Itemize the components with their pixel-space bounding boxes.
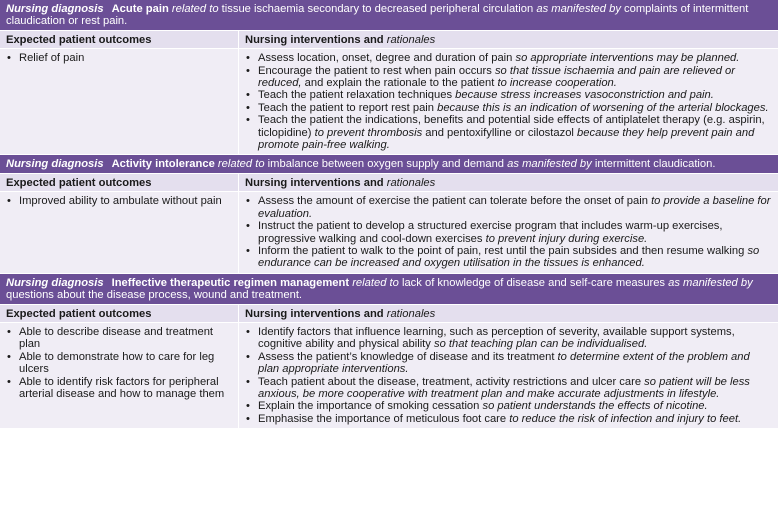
- diagnosis-name: Ineffective therapeutic regimen management: [111, 276, 350, 289]
- plain-text: Teach the patient relaxation techniques: [258, 89, 456, 102]
- plain-text: Teach patient about the disease, treatment, activity restrictions and ulcer care: [258, 375, 645, 388]
- outcomes-header: [0, 31, 239, 48]
- interventions-header-label: Nursing interventions and: [245, 33, 387, 46]
- intervention-item: [245, 245, 772, 270]
- outcomes-header-label: Expected patient outcomes: [6, 176, 152, 189]
- rationale-text: to provide a baseline for evaluation.: [258, 195, 771, 220]
- plain-text: Encourage the patient to rest when pain occurs: [258, 64, 495, 77]
- rationale-text: because this is an indication of worsening of the arterial blockages.: [437, 101, 769, 114]
- outcomes-column: [0, 49, 239, 154]
- plain-text: Assess the patient’s knowledge of disease and its treatment: [258, 350, 558, 363]
- outcomes-list: [6, 52, 232, 64]
- interventions-column: [239, 323, 778, 428]
- rationale-text: to prevent injury during exercise.: [485, 232, 648, 245]
- interventions-list: [245, 52, 772, 151]
- outcome-item: • Able to demonstrate how to care for leg ulcers: [6, 351, 232, 376]
- intervention-item: [245, 400, 772, 412]
- intervention-item: [245, 351, 772, 376]
- plain-text: and pentoxifylline or cilostazol: [422, 126, 578, 139]
- rationale-text: as manifested by: [668, 276, 753, 289]
- rationales-label: rationales: [386, 176, 436, 189]
- section-body: [0, 49, 778, 155]
- intervention-item: [245, 413, 772, 425]
- nursing-diagnosis-header: [0, 274, 778, 305]
- interventions-header: [239, 305, 778, 322]
- interventions-list: [245, 326, 772, 425]
- nursing-diagnosis-header: [0, 0, 778, 31]
- rationale-text: so patient will be less anxious, be more cooperative with treatment plan and make accurate adjustments in lifestyle.: [258, 375, 750, 400]
- diagnosis-label: Nursing diagnosis: [6, 158, 104, 171]
- outcome-item: • Able to describe disease and treatment plan: [6, 326, 232, 351]
- column-headers: [0, 174, 778, 192]
- rationale-text: so that teaching plan can be individualised.: [434, 338, 648, 351]
- outcomes-header: [0, 305, 239, 322]
- plain-text: intermittent claudication.: [591, 158, 716, 171]
- section-body: [0, 323, 778, 429]
- plain-text: Inform the patient to walk to the point of pain, rest until the pain subsides and then resume walking: [258, 244, 748, 257]
- column-headers: [0, 305, 778, 323]
- plain-text: Assess location, onset, degree and duration of pain: [258, 52, 516, 65]
- outcomes-header-label: Expected patient outcomes: [6, 307, 152, 320]
- intervention-item: [245, 195, 772, 220]
- interventions-list: [245, 195, 772, 269]
- plain-text: Assess the amount of exercise the patient can tolerate before the onset of pain: [258, 195, 652, 208]
- diagnosis-name: Activity intolerance: [111, 158, 215, 171]
- outcomes-column: [0, 323, 239, 428]
- rationale-text: because they help prevent pain and promote pain-free walking.: [258, 126, 755, 152]
- interventions-header-label: Nursing interventions and: [245, 176, 387, 189]
- outcomes-list: [6, 326, 232, 400]
- outcome-item: • Able to identify risk factors for peripheral arterial disease and how to manage them: [6, 376, 232, 401]
- intervention-item: [245, 102, 772, 114]
- plain-text: Explain the importance of smoking cessation: [258, 400, 483, 413]
- diagnosis-label: Nursing diagnosis: [6, 3, 104, 15]
- rationales-label: rationales: [386, 33, 436, 46]
- outcomes-header: [0, 174, 239, 191]
- interventions-column: [239, 192, 778, 272]
- rationale-text: so appropriate interventions may be planned.: [515, 52, 740, 65]
- rationale-text: to increase cooperation.: [497, 77, 617, 90]
- interventions-header-label: Nursing interventions and: [245, 307, 387, 320]
- plain-text: Teach the patient to report rest pain: [258, 101, 438, 114]
- rationale-text: so endurance can be increased and oxygen utilisation in the tissues is enhanced.: [258, 244, 760, 270]
- plain-text: tissue ischaemia secondary to decreased peripheral circulation: [218, 3, 537, 15]
- rationale-text: to prevent thrombosis: [314, 126, 423, 139]
- rationale-text: to reduce the risk of infection and injury to feet.: [509, 412, 742, 425]
- plain-text: and explain the rationale to the patient: [301, 77, 498, 90]
- rationales-label: rationales: [386, 307, 436, 320]
- rationale-text: as manifested by: [536, 3, 621, 15]
- rationale-text: related to: [352, 276, 399, 289]
- diagnosis-label: Nursing diagnosis: [6, 276, 104, 289]
- plain-text: lack of knowledge of disease and self-care measures: [398, 276, 669, 289]
- outcome-item: • Relief of pain: [6, 52, 232, 64]
- intervention-item: [245, 220, 772, 245]
- outcomes-column: [0, 192, 239, 272]
- intervention-item: [245, 89, 772, 101]
- outcomes-header-label: Expected patient outcomes: [6, 33, 152, 46]
- section-body: [0, 192, 778, 273]
- intervention-item: [245, 326, 772, 351]
- outcome-item: • Improved ability to ambulate without pain: [6, 195, 232, 207]
- plain-text: Emphasise the importance of meticulous foot care: [258, 412, 510, 425]
- plain-text: imbalance between oxygen supply and demand: [264, 158, 508, 171]
- intervention-item: [245, 52, 772, 64]
- plain-text: Identify factors that influence learning, such as perception of severity, available support systems, cognitive ability and physical ability: [258, 325, 735, 351]
- plain-text: Teach the patient the indications, benefits and potential side effects of antiplatelet therapy (e.g. aspirin, ticlopidine): [258, 114, 765, 139]
- diagnosis-name: Acute pain: [111, 3, 169, 15]
- interventions-header: [239, 31, 778, 48]
- rationale-text: related to: [171, 3, 219, 15]
- rationale-text: related to: [217, 158, 265, 171]
- rationale-text: so patient understands the effects of nicotine.: [482, 400, 708, 413]
- nursing-diagnosis-header: [0, 155, 778, 173]
- outcomes-list: [6, 195, 232, 207]
- column-headers: [0, 31, 778, 49]
- rationale-text: to determine extent of the problem and plan appropriate interventions.: [258, 350, 750, 376]
- intervention-item: [245, 114, 772, 151]
- intervention-item: [245, 376, 772, 401]
- intervention-item: [245, 65, 772, 90]
- rationale-text: because stress increases vasoconstriction and pain.: [455, 89, 714, 102]
- rationale-text: as manifested by: [507, 158, 592, 171]
- plain-text: complaints of intermittent claudication or rest pain.: [6, 3, 749, 28]
- rationale-text: so that tissue ischaemia and pain are relieved or reduced,: [258, 64, 735, 90]
- plain-text: questions about the disease process, wound and treatment.: [6, 289, 303, 302]
- interventions-header: [239, 174, 778, 191]
- plain-text: Instruct the patient to develop a structured exercise program that includes warm-up exercises, progressive walking and cool-down exercises: [258, 220, 723, 245]
- interventions-column: [239, 49, 778, 154]
